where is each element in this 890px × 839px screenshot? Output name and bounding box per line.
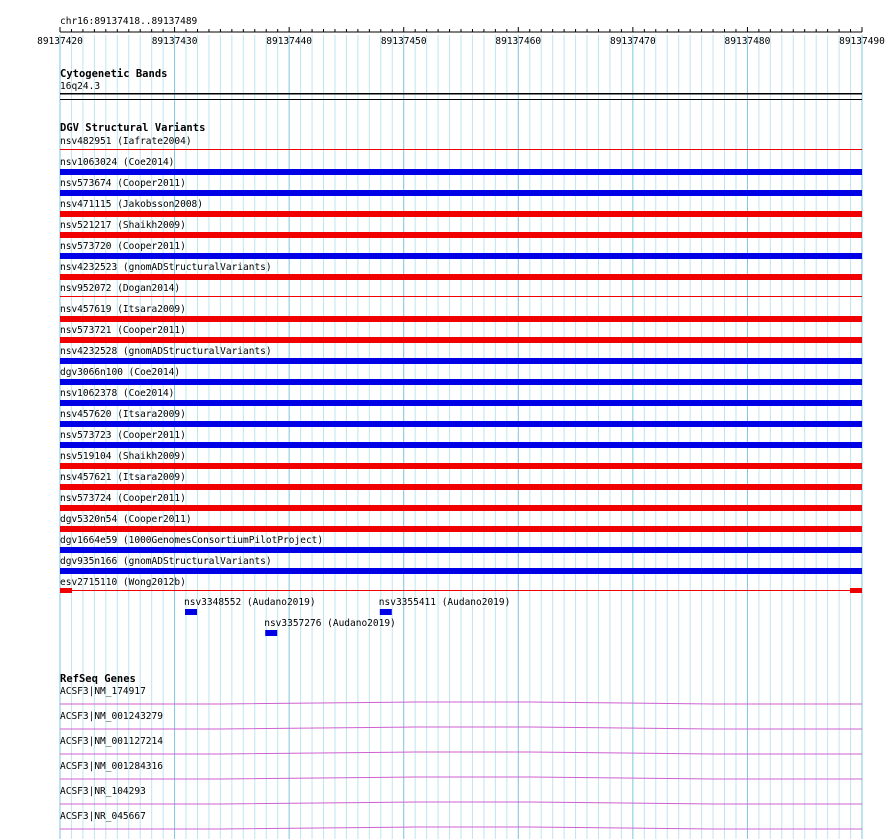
dgv-variant-bar[interactable] [60, 547, 862, 553]
dgv-small-variant-bar[interactable] [380, 609, 392, 615]
dgv-variant-label: dgv935n166 (gnomADStructuralVariants) [60, 556, 272, 567]
refseq-gene-label: ACSF3|NM_001243279 [60, 711, 163, 722]
dgv-variant-bar[interactable] [60, 358, 862, 364]
dgv-track-title: DGV Structural Variants [60, 122, 206, 134]
cyto-band-bar-lower [60, 99, 862, 100]
refseq-gene-label: ACSF3|NR_045667 [60, 811, 146, 822]
dgv-variant-label: dgv5320n54 (Cooper2011) [60, 514, 192, 525]
dgv-variant-label: nsv519104 (Shaikh2009) [60, 451, 186, 462]
dgv-small-variant[interactable] [264, 618, 396, 636]
dgv-variant-line[interactable] [60, 149, 862, 150]
dgv-variant-cap-left[interactable] [60, 588, 72, 593]
cyto-band-bar[interactable] [60, 93, 862, 95]
dgv-variant-bar[interactable] [60, 316, 862, 322]
dgv-variant-label: dgv1664e59 (1000GenomesConsortiumPilotProject) [60, 535, 324, 546]
dgv-variant-bar[interactable] [60, 442, 862, 448]
dgv-variant-label: esv2715110 (Wong2012b) [60, 577, 186, 588]
dgv-variant-bar[interactable] [60, 253, 862, 259]
refseq-gene-label: ACSF3|NM_174917 [60, 686, 146, 697]
dgv-variant-label: nsv573674 (Cooper2011) [60, 178, 186, 189]
dgv-variant-bar[interactable] [60, 526, 862, 532]
dgv-variant-bar[interactable] [60, 274, 862, 280]
dgv-small-variant[interactable] [184, 597, 316, 615]
cyto-band-label: 16q24.3 [60, 81, 101, 92]
ruler-tick-label: 89137450 [380, 36, 427, 47]
dgv-small-variant-bar[interactable] [185, 609, 197, 615]
dgv-variant-label: nsv457619 (Itsara2009) [60, 304, 186, 315]
dgv-variant-bar[interactable] [60, 379, 862, 385]
dgv-variant-label: nsv1063024 (Coe2014) [60, 157, 175, 168]
dgv-variant-bar[interactable] [60, 190, 862, 196]
region-label: chr16:89137418..89137489 [60, 16, 198, 27]
dgv-variant-label: nsv4232523 (gnomADStructuralVariants) [60, 262, 272, 273]
dgv-variant-bar[interactable] [60, 505, 862, 511]
ruler-tick-label: 89137480 [724, 36, 771, 47]
refseq-gene-label: ACSF3|NM_001127214 [60, 736, 163, 747]
ruler-tick-label: 89137420 [37, 36, 83, 47]
dgv-variant-label: nsv1062378 (Coe2014) [60, 388, 175, 399]
dgv-variant-label: nsv573723 (Cooper2011) [60, 430, 186, 441]
ruler-tick-label: 89137440 [266, 36, 313, 47]
dgv-variant-bar[interactable] [60, 568, 862, 574]
ruler-tick-label: 89137430 [151, 36, 198, 47]
ruler-tick-label: 89137470 [609, 36, 656, 47]
ruler-tick-label: 89137490 [839, 36, 885, 47]
refseq-gene-label: ACSF3|NR_104293 [60, 786, 146, 797]
dgv-variant-line[interactable] [60, 590, 862, 591]
dgv-variant-label: nsv521217 (Shaikh2009) [60, 220, 186, 231]
dgv-small-variant-label: nsv3348552 (Audano2019) [184, 597, 316, 608]
dgv-variant-label: nsv4232528 (gnomADStructuralVariants) [60, 346, 272, 357]
dgv-variant-label: nsv573721 (Cooper2011) [60, 325, 186, 336]
dgv-small-variant-label: nsv3355411 (Audano2019) [378, 597, 511, 608]
dgv-variant-label: dgv3066n100 (Coe2014) [60, 367, 181, 378]
dgv-variant-label: nsv573724 (Cooper2011) [60, 493, 186, 504]
dgv-variant-label: nsv952072 (Dogan2014) [60, 283, 181, 294]
dgv-variant-label: nsv573720 (Cooper2011) [60, 241, 186, 252]
dgv-variant-cap-right[interactable] [850, 588, 862, 593]
dgv-variant-bar[interactable] [60, 337, 862, 343]
dgv-small-variant-label: nsv3357276 (Audano2019) [264, 618, 396, 629]
ruler-tick-label: 89137460 [495, 36, 542, 47]
dgv-variant-bar[interactable] [60, 169, 862, 175]
dgv-variant-bar[interactable] [60, 463, 862, 469]
dgv-variant-label: nsv457620 (Itsara2009) [60, 409, 186, 420]
refseq-track-title: RefSeq Genes [60, 673, 136, 685]
cyto-track-title: Cytogenetic Bands [60, 68, 168, 80]
dgv-variant-bar[interactable] [60, 400, 862, 406]
dgv-variant-line[interactable] [60, 296, 862, 297]
dgv-variant-bar[interactable] [60, 211, 862, 217]
dgv-small-variant[interactable] [379, 597, 511, 615]
dgv-variant-label: nsv471115 (Jakobsson2008) [60, 199, 203, 210]
refseq-gene-label: ACSF3|NM_001284316 [60, 761, 163, 772]
dgv-variant-bar[interactable] [60, 232, 862, 238]
dgv-small-variant-bar[interactable] [265, 630, 277, 636]
dgv-variant-label: nsv457621 (Itsara2009) [60, 472, 186, 483]
dgv-variant-bar[interactable] [60, 421, 862, 427]
dgv-variant-label: nsv482951 (Iafrate2004) [60, 136, 192, 147]
dgv-variant-bar[interactable] [60, 484, 862, 490]
